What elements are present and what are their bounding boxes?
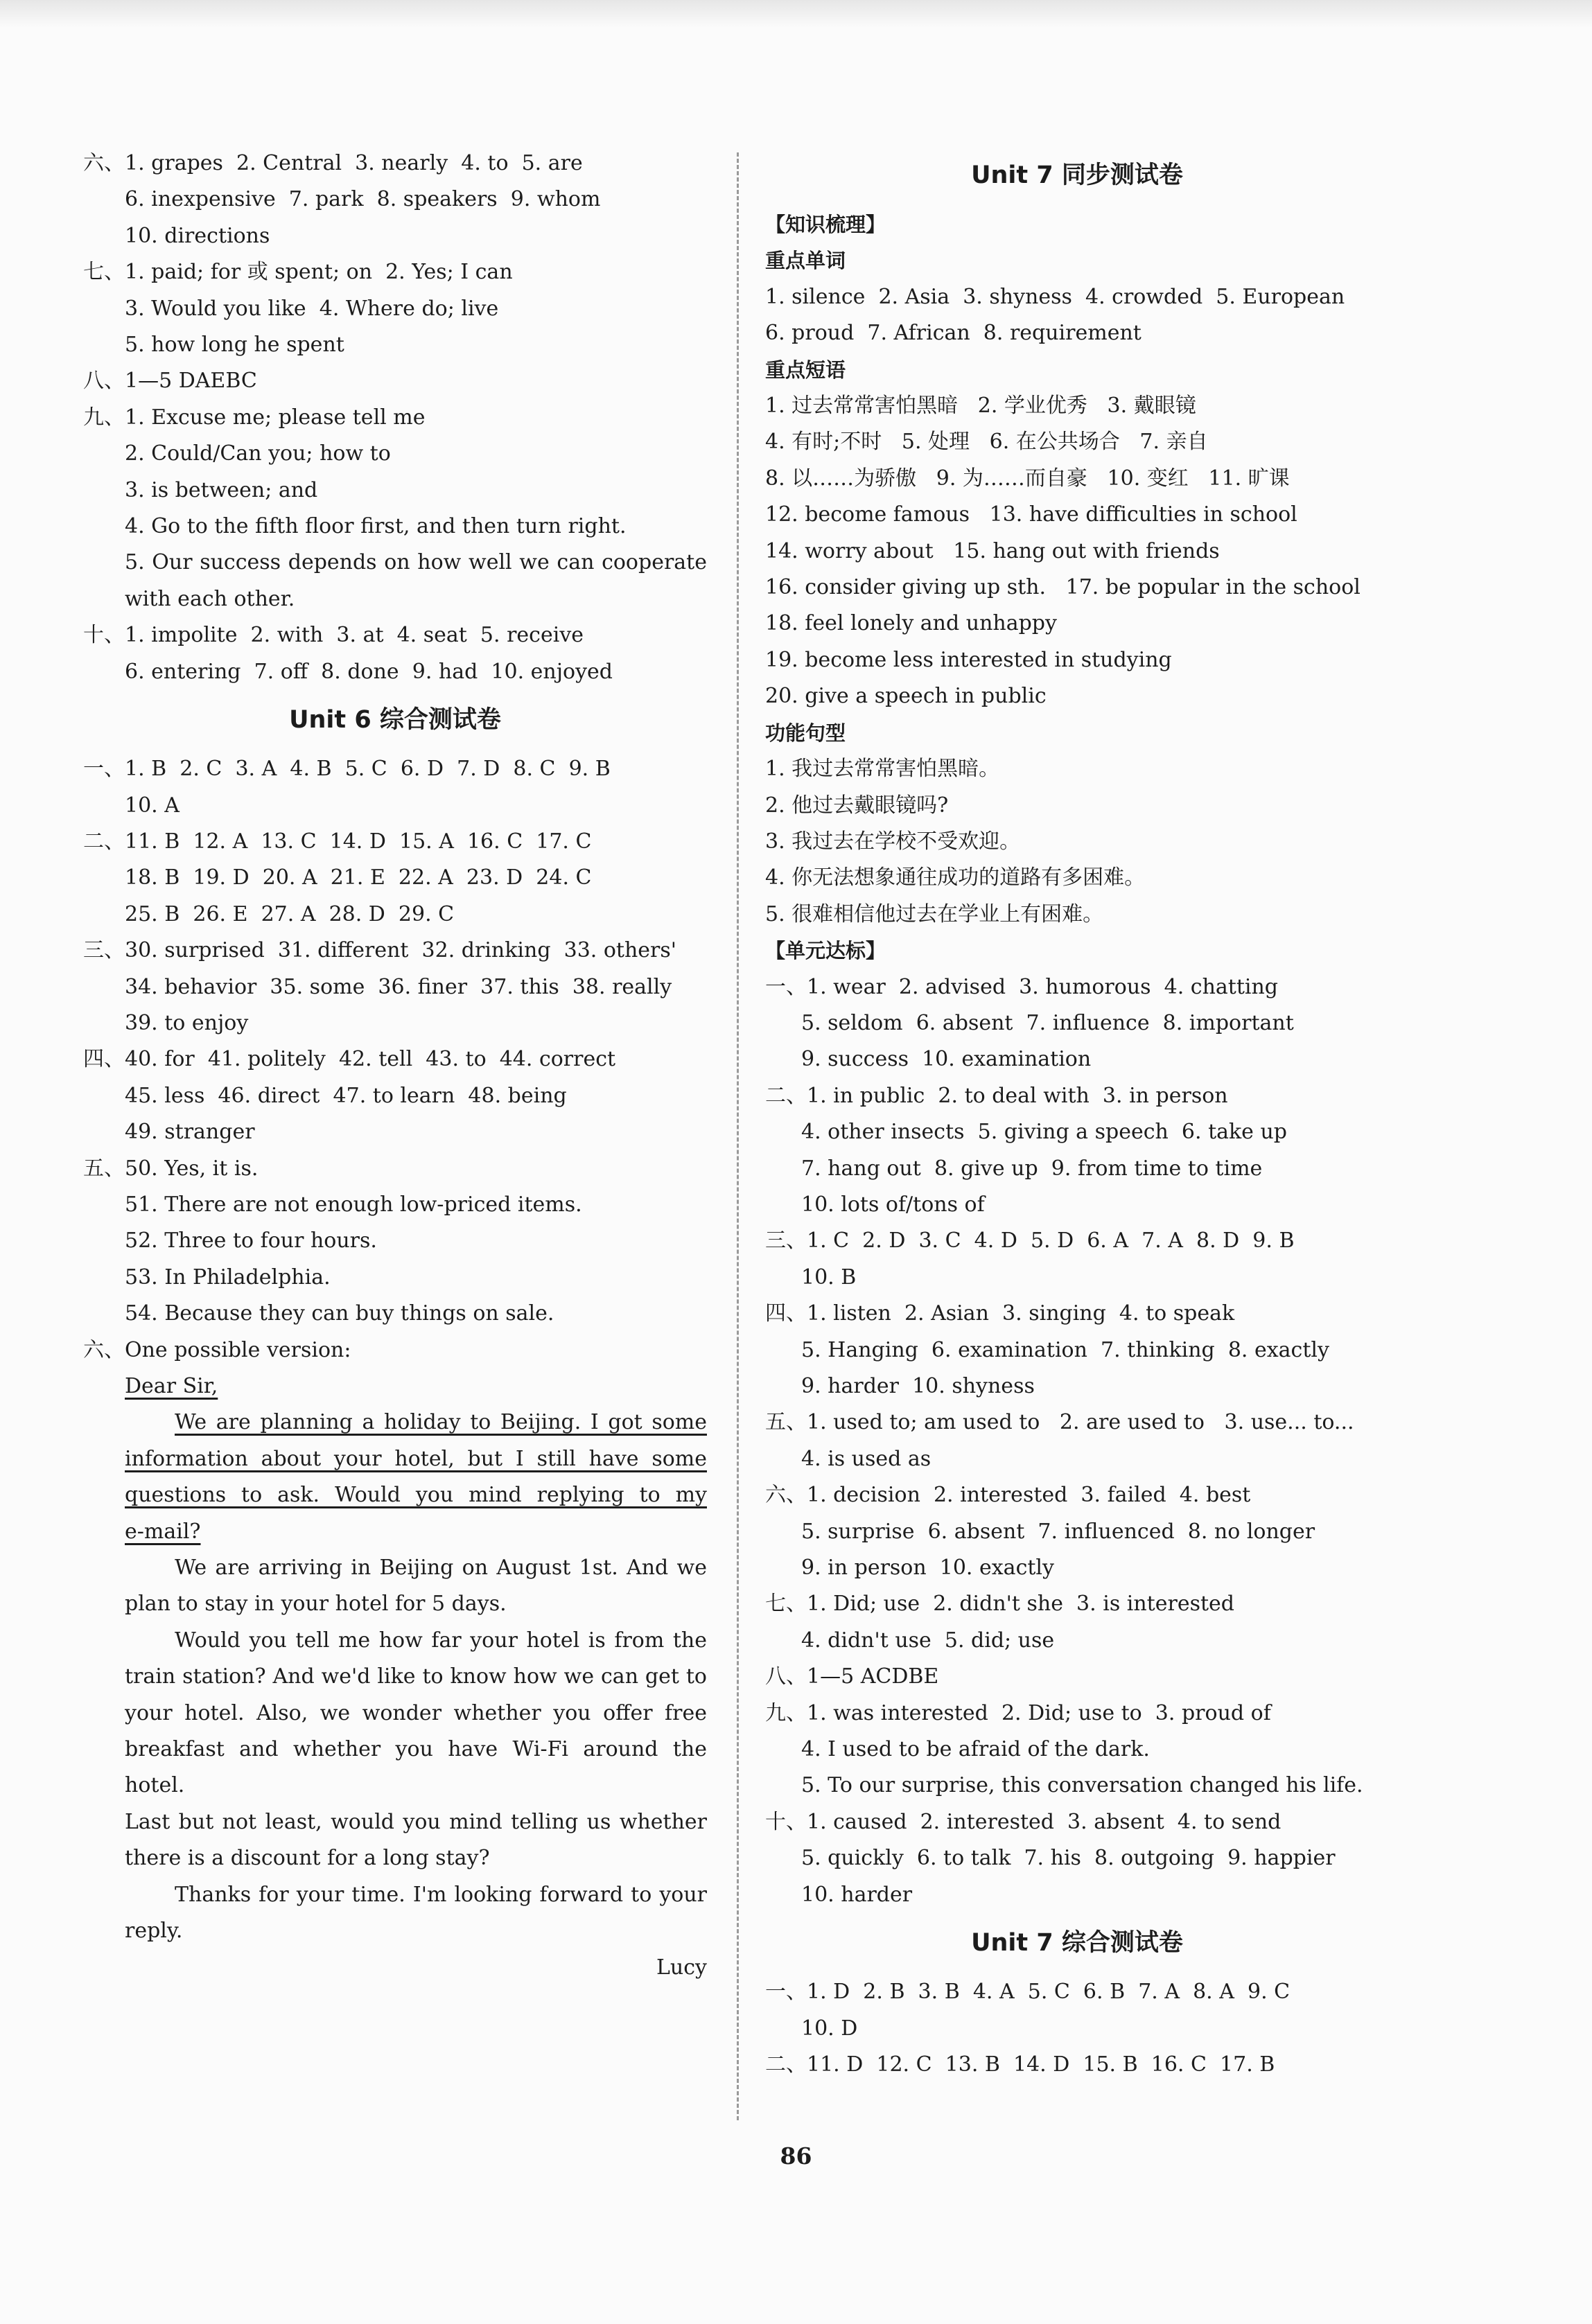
subsection-label: 重点单词: [765, 249, 846, 273]
answer-line: 7. hang out 8. give up 9. from time to time: [801, 1156, 1263, 1181]
answer-line: Thanks for your time. I'm looking forward to your: [175, 1882, 707, 1907]
subsection-label: 重点短语: [765, 358, 846, 382]
answer-line: questions to ask. Would you mind replying to my: [125, 1483, 707, 1508]
answer-line: 4. Go to the fifth floor first, and then turn right.: [125, 514, 627, 539]
answer-line: 9. success 10. examination: [801, 1047, 1092, 1072]
answer-line: 6. entering 7. off 8. done 9. had 10. enjoyed: [125, 659, 613, 684]
column-divider: [737, 152, 739, 2120]
answer-line: 一、1. wear 2. advised 3. humorous 4. chatting: [765, 974, 1279, 999]
answer-line: 一、1. B 2. C 3. A 4. B 5. C 6. D 7. D 8. C 9. B: [83, 757, 611, 782]
answer-line: 五、1. used to; am used to 2. are used to 3. use... to...: [765, 1410, 1354, 1435]
answer-line: 10. lots of/tons of: [801, 1192, 985, 1217]
section-heading: Unit 7 同步测试卷: [971, 161, 1183, 189]
answer-line: 二、11. D 12. C 13. B 14. D 15. B 16. C 17. B: [765, 2052, 1275, 2077]
answer-line: 25. B 26. E 27. A 28. D 29. C: [125, 901, 455, 926]
answer-line: 3. is between; and: [125, 477, 318, 502]
answer-line: 12. become famous 13. have difficulties in school: [765, 502, 1297, 527]
scan-shade: [0, 0, 1592, 28]
answer-line: 5. how long he spent: [125, 333, 344, 358]
answer-line: 53. In Philadelphia.: [125, 1265, 331, 1289]
answer-line: 六、1. decision 2. interested 3. failed 4. best: [765, 1483, 1251, 1508]
answer-line: Dear Sir,: [125, 1374, 218, 1398]
answer-line: 5. 很难相信他过去在学业上有困难。: [765, 901, 1104, 926]
answer-line: 4. didn't use 5. did; use: [801, 1628, 1055, 1653]
answer-line: breakfast and whether you have Wi-Fi around the hotel.: [125, 1737, 707, 1798]
answer-line: 10. directions: [125, 223, 270, 248]
answer-line: 19. become less interested in studying: [765, 647, 1172, 672]
answer-line: 八、1—5 ACDBE: [765, 1664, 939, 1689]
answer-line: 六、1. grapes 2. Central 3. nearly 4. to 5. are: [83, 151, 583, 175]
answer-line: 10. harder: [801, 1882, 913, 1907]
answer-line: 1. 我过去常常害怕黑暗。: [765, 757, 1000, 782]
answer-line: 5. seldom 6. absent 7. influence 8. important: [801, 1010, 1294, 1035]
answer-line: We are planning a holiday to Beijing. I got some: [175, 1410, 707, 1435]
answer-line: 45. less 46. direct 47. to learn 48. being: [125, 1083, 567, 1108]
answer-line: 九、1. Excuse me; please tell me: [83, 405, 426, 430]
answer-line: 4. I used to be afraid of the dark.: [801, 1737, 1150, 1762]
answer-line: 九、1. was interested 2. Did; use to 3. proud of: [765, 1700, 1271, 1725]
answer-line: 六、One possible version:: [83, 1337, 351, 1362]
section-heading: Unit 7 综合测试卷: [971, 1929, 1183, 1957]
answer-line: 八、1—5 DAEBC: [83, 369, 257, 394]
answer-line: 16. consider giving up sth. 17. be popular in the school: [765, 575, 1361, 600]
answer-line: 四、40. for 41. politely 42. tell 43. to 44. correct: [83, 1047, 616, 1072]
answer-line: 14. worry about 15. hang out with friends: [765, 538, 1220, 563]
answer-line: Would you tell me how far your hotel is from the: [175, 1628, 707, 1653]
page-number: 86: [780, 2142, 812, 2169]
left-column: [83, 146, 707, 1986]
answer-line: information about your hotel, but I still have some: [125, 1446, 707, 1471]
answer-line: 二、1. in public 2. to deal with 3. in person: [765, 1083, 1228, 1108]
answer-line: 51. There are not enough low-priced items.: [125, 1192, 582, 1217]
answer-line: 三、30. surprised 31. different 32. drinking 33. others': [83, 938, 677, 963]
answer-line: 4. other insects 5. giving a speech 6. take up: [801, 1120, 1288, 1145]
answer-line: 2. Could/Can you; how to: [125, 441, 391, 466]
answer-line: 34. behavior 35. some 36. finer 37. this 38. really: [125, 974, 672, 999]
answer-line: 一、1. D 2. B 3. B 4. A 5. C 6. B 7. A 8. A 9. C: [765, 1980, 1291, 2005]
answer-line: 十、1. caused 2. interested 3. absent 4. to send: [765, 1809, 1282, 1834]
answer-line: 3. Would you like 4. Where do; live: [125, 296, 499, 321]
section-heading: Unit 6 综合测试卷: [289, 706, 501, 734]
answer-line: with each other.: [125, 586, 295, 611]
answer-line: 3. 我过去在学校不受欢迎。: [765, 829, 1021, 854]
answer-line: 5. Our success depends on how well we can cooperate: [125, 550, 707, 575]
answer-line: 十、1. impolite 2. with 3. at 4. seat 5. receive: [83, 623, 584, 648]
subsection-label: 【知识梳理】: [765, 213, 886, 236]
answer-line: reply.: [125, 1919, 183, 1944]
answer-line: e-mail?: [125, 1519, 201, 1544]
right-column: [765, 146, 1389, 2083]
answer-line: 4. 你无法想象通往成功的道路有多困难。: [765, 865, 1146, 890]
answer-line: 4. 有时;不时 5. 处理 6. 在公共场合 7. 亲自: [765, 430, 1208, 455]
answer-line: 二、11. B 12. A 13. C 14. D 15. A 16. C 17. C: [83, 829, 592, 854]
answer-line: 三、1. C 2. D 3. C 4. D 5. D 6. A 7. A 8. D 9. B: [765, 1229, 1295, 1253]
answer-line: 9. in person 10. exactly: [801, 1556, 1054, 1581]
answer-line: train station? And we'd like to know how we can get to: [125, 1664, 707, 1689]
answer-line: 10. D: [801, 2016, 858, 2041]
answer-line: 5. To our surprise, this conversation changed his life.: [801, 1773, 1363, 1798]
answer-line: 10. B: [801, 1265, 857, 1289]
answer-line: 20. give a speech in public: [765, 684, 1047, 709]
answer-line: 5. Hanging 6. examination 7. thinking 8. exactly: [801, 1337, 1329, 1362]
answer-line: 54. Because they can buy things on sale.: [125, 1301, 554, 1326]
answer-line: 五、50. Yes, it is.: [83, 1156, 259, 1181]
answer-line: 8. 以……为骄傲 9. 为……而自豪 10. 变红 11. 旷课: [765, 466, 1290, 491]
answer-line: your hotel. Also, we wonder whether you offer free: [125, 1700, 707, 1725]
answer-line: 2. 他过去戴眼镜吗?: [765, 793, 949, 818]
answer-line: 七、1. paid; for 或 spent; on 2. Yes; I can: [83, 260, 513, 285]
answer-line: 9. harder 10. shyness: [801, 1374, 1035, 1398]
answer-line: there is a discount for a long stay?: [125, 1846, 490, 1871]
answer-line: 七、1. Did; use 2. didn't she 3. is interested: [765, 1592, 1234, 1617]
answer-line: 4. is used as: [801, 1446, 931, 1471]
subsection-label: 功能句型: [765, 721, 846, 745]
answer-line: 四、1. listen 2. Asian 3. singing 4. to speak: [765, 1301, 1235, 1326]
subsection-label: 【单元达标】: [765, 939, 886, 963]
answer-line: 5. surprise 6. absent 7. influenced 8. no longer: [801, 1519, 1315, 1544]
answer-line: 5. quickly 6. to talk 7. his 8. outgoing 9. happier: [801, 1846, 1336, 1871]
answer-line: We are arriving in Beijing on August 1st. And we: [175, 1556, 707, 1581]
answer-line: 52. Three to four hours.: [125, 1229, 377, 1253]
answer-line: 39. to enjoy: [125, 1010, 249, 1035]
answer-line: 6. proud 7. African 8. requirement: [765, 321, 1141, 346]
answer-line: 1. 过去常常害怕黑暗 2. 学业优秀 3. 戴眼镜: [765, 394, 1196, 419]
answer-line: plan to stay in your hotel for 5 days.: [125, 1592, 507, 1617]
answer-line: Last but not least, would you mind telling us whether: [125, 1809, 707, 1834]
answer-line: 49. stranger: [125, 1120, 255, 1145]
answer-line: 10. A: [125, 793, 180, 818]
answer-line: 18. feel lonely and unhappy: [765, 611, 1057, 636]
answer-line: 18. B 19. D 20. A 21. E 22. A 23. D 24. C: [125, 865, 592, 890]
answer-line: Lucy: [656, 1955, 707, 1980]
answer-line: 1. silence 2. Asia 3. shyness 4. crowded 5. European: [765, 284, 1345, 309]
answer-line: 6. inexpensive 7. park 8. speakers 9. whom: [125, 187, 601, 212]
